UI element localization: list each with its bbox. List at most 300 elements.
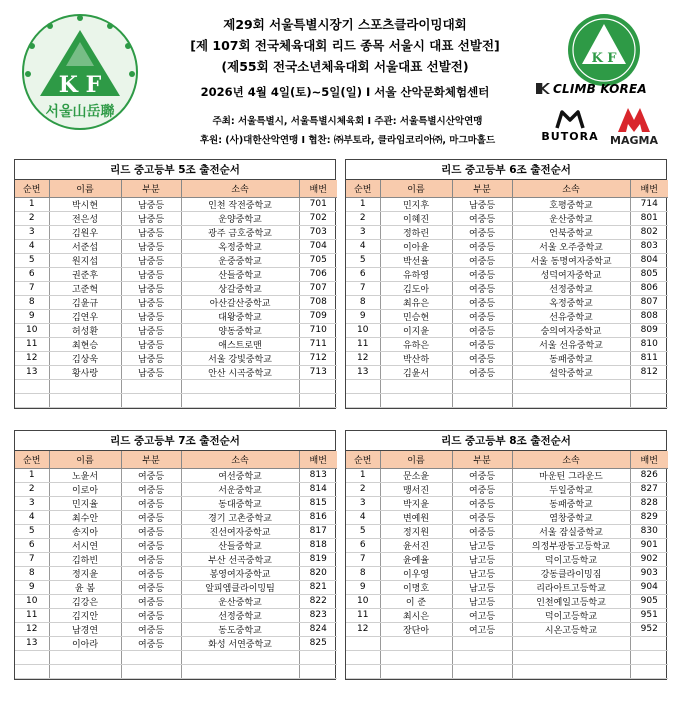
bib-number: 804 <box>630 253 668 267</box>
table-row <box>15 281 337 295</box>
table-row <box>346 253 668 267</box>
division: 남중등 <box>121 295 181 309</box>
affiliation: 운산중학교 <box>512 211 630 225</box>
athlete-name: 최시은 <box>380 608 452 622</box>
order-number <box>346 393 380 407</box>
order-number: 7 <box>15 552 49 566</box>
athlete-name: 김윤규 <box>49 295 121 309</box>
order-number: 5 <box>346 253 380 267</box>
division: 남고등 <box>452 580 512 594</box>
table-row <box>15 365 337 379</box>
athlete-name: 맹서진 <box>380 482 452 496</box>
affiliation: 여선중학교 <box>181 468 299 482</box>
athlete-name <box>380 650 452 664</box>
table-row <box>346 538 668 552</box>
column-header: 배번 <box>299 451 337 468</box>
bib-number: 951 <box>630 608 668 622</box>
order-number: 2 <box>346 211 380 225</box>
table-row <box>15 253 337 267</box>
athlete-name <box>380 636 452 650</box>
division: 여중등 <box>121 496 181 510</box>
column-header: 이름 <box>380 180 452 197</box>
column-header: 배번 <box>630 451 668 468</box>
division: 남중등 <box>452 197 512 211</box>
division: 여중등 <box>452 253 512 267</box>
table-row <box>15 197 337 211</box>
division: 여중등 <box>452 309 512 323</box>
bib-number: 801 <box>630 211 668 225</box>
athlete-name: 김강은 <box>49 594 121 608</box>
affiliation: 마운틴 그라운드 <box>512 468 630 482</box>
division: 여중등 <box>121 622 181 636</box>
affiliation: 강동클라이밍짐 <box>512 566 630 580</box>
bib-number: 903 <box>630 566 668 580</box>
athlete-name: 이명호 <box>380 580 452 594</box>
table-row <box>346 510 668 524</box>
event-titles <box>175 14 515 103</box>
affiliation <box>181 664 299 678</box>
bib-number: 822 <box>299 594 337 608</box>
order-number: 12 <box>15 622 49 636</box>
column-header: 이름 <box>380 451 452 468</box>
division <box>452 393 512 407</box>
division: 남중등 <box>121 211 181 225</box>
table-row <box>346 393 668 407</box>
panel-title: 리드 중고등부 8조 출전순서 <box>346 431 666 451</box>
column-header: 순번 <box>346 451 380 468</box>
affiliation: 아산갈산중학교 <box>181 295 299 309</box>
affiliation: 덕이고등학교 <box>512 608 630 622</box>
bib-number: 803 <box>630 239 668 253</box>
bib-number: 811 <box>630 351 668 365</box>
order-number: 6 <box>346 267 380 281</box>
division: 여중등 <box>121 552 181 566</box>
order-number: 12 <box>346 351 380 365</box>
division <box>452 650 512 664</box>
affiliation: 인천예일고등학교 <box>512 594 630 608</box>
order-number: 4 <box>15 239 49 253</box>
division: 여중등 <box>121 524 181 538</box>
table-row <box>15 650 337 664</box>
order-number: 3 <box>346 496 380 510</box>
affiliation: 대왕중학교 <box>181 309 299 323</box>
athlete-name: 민지율 <box>49 496 121 510</box>
bib-number: 810 <box>630 337 668 351</box>
host-line: 주최: 서울특별시, 서울특별시체육회 I 주관: 서울특별시산악연맹 <box>212 116 483 127</box>
order-number: 11 <box>346 608 380 622</box>
bib-number: 827 <box>630 482 668 496</box>
order-number: 4 <box>346 239 380 253</box>
affiliation: 호평중학교 <box>512 197 630 211</box>
athlete-name <box>49 393 121 407</box>
table-row <box>15 594 337 608</box>
order-number: 1 <box>15 468 49 482</box>
affiliation: 염창중학교 <box>512 510 630 524</box>
table-row <box>346 482 668 496</box>
group-5-panel <box>14 159 336 409</box>
athlete-name: 전은성 <box>49 211 121 225</box>
order-number: 3 <box>346 225 380 239</box>
table-row <box>346 239 668 253</box>
athlete-name: 최유은 <box>380 295 452 309</box>
division <box>452 379 512 393</box>
division <box>121 664 181 678</box>
table-row <box>346 337 668 351</box>
order-number: 8 <box>346 566 380 580</box>
bib-number <box>630 393 668 407</box>
bib-number: 813 <box>299 468 337 482</box>
division: 여중등 <box>452 267 512 281</box>
division: 여중등 <box>121 608 181 622</box>
order-number <box>346 664 380 678</box>
table-row <box>346 552 668 566</box>
bib-number: 821 <box>299 580 337 594</box>
order-number: 1 <box>15 197 49 211</box>
affiliation <box>181 393 299 407</box>
division: 남중등 <box>121 197 181 211</box>
affiliation: 숭의여자중학교 <box>512 323 630 337</box>
division: 여중등 <box>452 496 512 510</box>
table-row <box>15 239 337 253</box>
start-order-table <box>15 180 337 408</box>
division <box>121 379 181 393</box>
table-row <box>346 323 668 337</box>
table-row <box>15 524 337 538</box>
bib-number: 828 <box>630 496 668 510</box>
affiliation: 선정중학교 <box>181 608 299 622</box>
column-header: 순번 <box>346 180 380 197</box>
division: 남중등 <box>121 351 181 365</box>
table-row <box>346 664 668 678</box>
column-header: 이름 <box>49 180 121 197</box>
athlete-name: 윤서진 <box>380 538 452 552</box>
order-number <box>15 393 49 407</box>
athlete-name: 최수안 <box>49 510 121 524</box>
kf-logo-small <box>566 12 642 88</box>
bib-number: 806 <box>630 281 668 295</box>
division: 여중등 <box>121 580 181 594</box>
table-row <box>15 337 337 351</box>
order-number <box>346 636 380 650</box>
order-number: 6 <box>15 267 49 281</box>
order-number: 11 <box>15 608 49 622</box>
bib-number: 705 <box>299 253 337 267</box>
bib-number: 707 <box>299 281 337 295</box>
order-number: 13 <box>15 365 49 379</box>
table-row <box>346 524 668 538</box>
affiliation: 서울 강빛중학교 <box>181 351 299 365</box>
table-row <box>346 580 668 594</box>
table-row <box>15 482 337 496</box>
athlete-name: 박산하 <box>380 351 452 365</box>
affiliation: 알피엠클라이밍팀 <box>181 580 299 594</box>
climb-korea-k-icon <box>536 83 550 94</box>
affiliation: 동도중학교 <box>181 622 299 636</box>
table-row <box>15 351 337 365</box>
table-row <box>346 566 668 580</box>
bib-number: 823 <box>299 608 337 622</box>
affiliation: 서운중학교 <box>181 482 299 496</box>
table-row <box>346 197 668 211</box>
bib-number <box>299 664 337 678</box>
athlete-name: 정지윤 <box>49 566 121 580</box>
start-order-table <box>346 180 668 408</box>
bib-number: 812 <box>630 365 668 379</box>
table-row <box>15 496 337 510</box>
division: 여중등 <box>452 337 512 351</box>
order-number <box>15 379 49 393</box>
division: 여중등 <box>452 323 512 337</box>
table-row <box>15 580 337 594</box>
support-line: 후원: (사)대한산악연맹 I 협찬: ㈜부토라, 클라임코리아㈜, 마그마홀드 <box>199 135 496 146</box>
affiliation: 리라아트고등학교 <box>512 580 630 594</box>
order-number: 7 <box>346 552 380 566</box>
table-row <box>15 225 337 239</box>
division: 여중등 <box>121 510 181 524</box>
bib-number: 825 <box>299 636 337 650</box>
order-number: 12 <box>346 622 380 636</box>
affiliation: 상갈중학교 <box>181 281 299 295</box>
affiliation: 동패중학교 <box>512 496 630 510</box>
athlete-name: 송지아 <box>49 524 121 538</box>
table-row <box>15 468 337 482</box>
athlete-name: 황사랑 <box>49 365 121 379</box>
bib-number: 709 <box>299 309 337 323</box>
affiliation: 산들중학교 <box>181 267 299 281</box>
group-7-panel <box>14 430 336 680</box>
column-header: 소속 <box>181 451 299 468</box>
butora-mark-icon <box>553 108 587 130</box>
affiliation <box>181 650 299 664</box>
table-row <box>346 281 668 295</box>
table-row <box>15 309 337 323</box>
division: 여중등 <box>452 482 512 496</box>
division: 남고등 <box>452 566 512 580</box>
athlete-name: 장단아 <box>380 622 452 636</box>
order-number: 13 <box>15 636 49 650</box>
magma-mark-icon <box>614 104 654 134</box>
bib-number <box>630 650 668 664</box>
division: 여중등 <box>452 468 512 482</box>
table-row <box>15 636 337 650</box>
affiliation: 옥정중학교 <box>512 295 630 309</box>
order-number: 5 <box>346 524 380 538</box>
affiliation: 화성 서연중학교 <box>181 636 299 650</box>
division: 여중등 <box>121 566 181 580</box>
bib-number: 704 <box>299 239 337 253</box>
table-row <box>15 267 337 281</box>
bib-number <box>299 379 337 393</box>
table-row <box>15 295 337 309</box>
order-number: 2 <box>15 482 49 496</box>
division <box>452 664 512 678</box>
division: 남중등 <box>121 309 181 323</box>
affiliation <box>512 664 630 678</box>
division: 여고등 <box>452 622 512 636</box>
athlete-name: 민승현 <box>380 309 452 323</box>
group-8-panel <box>345 430 667 680</box>
table-row <box>346 468 668 482</box>
affiliation: 서울 선유중학교 <box>512 337 630 351</box>
affiliation: 진선여자중학교 <box>181 524 299 538</box>
affiliation: 의정부광동고등학교 <box>512 538 630 552</box>
athlete-name: 윤 봄 <box>49 580 121 594</box>
athlete-name: 서시연 <box>49 538 121 552</box>
order-number: 9 <box>15 309 49 323</box>
athlete-name: 김하빈 <box>49 552 121 566</box>
column-header: 순번 <box>15 451 49 468</box>
small-logo-letters: K F <box>591 51 617 66</box>
bib-number: 905 <box>630 594 668 608</box>
athlete-name: 김연우 <box>49 309 121 323</box>
athlete-name: 윤예율 <box>380 552 452 566</box>
event-title-sub2: (제55회 전국소년체육대회 서울대표 선발전) <box>221 59 469 74</box>
affiliation: 동패중학교 <box>512 351 630 365</box>
group-6-panel <box>345 159 667 409</box>
affiliation: 서울 오주중학교 <box>512 239 630 253</box>
athlete-name: 이우영 <box>380 566 452 580</box>
affiliation: 애스트로맨 <box>181 337 299 351</box>
order-number: 4 <box>346 510 380 524</box>
panel-title: 리드 중고등부 6조 출전순서 <box>346 160 666 180</box>
bib-number <box>299 650 337 664</box>
athlete-name: 이아라 <box>49 636 121 650</box>
order-number: 10 <box>15 323 49 337</box>
order-number: 12 <box>15 351 49 365</box>
affiliation: 인천 작전중학교 <box>181 197 299 211</box>
division: 여중등 <box>452 295 512 309</box>
order-number: 8 <box>15 566 49 580</box>
bib-number: 818 <box>299 538 337 552</box>
division: 여중등 <box>121 594 181 608</box>
order-number: 10 <box>346 594 380 608</box>
bib-number: 713 <box>299 365 337 379</box>
order-number: 11 <box>346 337 380 351</box>
magma-logo <box>604 104 664 147</box>
bib-number: 830 <box>630 524 668 538</box>
order-number <box>15 664 49 678</box>
affiliation: 경기 고촌중학교 <box>181 510 299 524</box>
affiliation: 선유중학교 <box>512 309 630 323</box>
order-number: 1 <box>346 468 380 482</box>
order-number: 6 <box>15 538 49 552</box>
athlete-name: 남경연 <box>49 622 121 636</box>
division: 여중등 <box>121 538 181 552</box>
athlete-name: 문소윤 <box>380 468 452 482</box>
order-number: 9 <box>15 580 49 594</box>
butora-logo <box>540 108 600 143</box>
table-row <box>15 622 337 636</box>
division: 남중등 <box>121 323 181 337</box>
table-row <box>346 225 668 239</box>
affiliation: 서울 잠실중학교 <box>512 524 630 538</box>
column-header: 부분 <box>121 451 181 468</box>
bib-number: 820 <box>299 566 337 580</box>
bib-number: 805 <box>630 267 668 281</box>
order-number: 5 <box>15 524 49 538</box>
table-row <box>15 510 337 524</box>
athlete-name: 변예원 <box>380 510 452 524</box>
bib-number: 826 <box>630 468 668 482</box>
order-number: 8 <box>15 295 49 309</box>
division: 남중등 <box>121 225 181 239</box>
start-order-table <box>15 451 337 679</box>
division: 여중등 <box>452 365 512 379</box>
athlete-name: 정지원 <box>380 524 452 538</box>
division: 여중등 <box>452 281 512 295</box>
division: 여중등 <box>121 482 181 496</box>
start-order-table <box>346 451 668 679</box>
butora-label: BUTORA <box>541 130 599 143</box>
order-number: 8 <box>346 295 380 309</box>
athlete-name: 최현승 <box>49 337 121 351</box>
event-title-sub1: [제 107회 전국체육대회 리드 종목 서울시 대표 선발전] <box>190 38 500 53</box>
division: 남중등 <box>121 281 181 295</box>
table-row <box>346 650 668 664</box>
affiliation: 운중중학교 <box>181 253 299 267</box>
column-header: 소속 <box>181 180 299 197</box>
table-row <box>346 211 668 225</box>
bib-number: 807 <box>630 295 668 309</box>
bib-number: 814 <box>299 482 337 496</box>
affiliation: 서울 동명여자중학교 <box>512 253 630 267</box>
bib-number <box>630 379 668 393</box>
page-header <box>0 0 681 152</box>
bib-number: 901 <box>630 538 668 552</box>
athlete-name: 박시현 <box>49 197 121 211</box>
athlete-name <box>49 379 121 393</box>
bib-number: 703 <box>299 225 337 239</box>
column-header: 이름 <box>49 451 121 468</box>
affiliation <box>512 650 630 664</box>
affiliation <box>512 636 630 650</box>
affiliation: 언북중학교 <box>512 225 630 239</box>
division <box>452 636 512 650</box>
athlete-name: 박지윤 <box>380 496 452 510</box>
athlete-name: 김원우 <box>49 225 121 239</box>
bib-number: 712 <box>299 351 337 365</box>
division: 여중등 <box>452 351 512 365</box>
bib-number: 714 <box>630 197 668 211</box>
column-header: 부분 <box>452 180 512 197</box>
athlete-name: 원지섭 <box>49 253 121 267</box>
bib-number: 809 <box>630 323 668 337</box>
table-row <box>15 323 337 337</box>
order-number: 5 <box>15 253 49 267</box>
athlete-name: 이지윤 <box>380 323 452 337</box>
affiliation <box>512 393 630 407</box>
affiliation: 부산 선곡중학교 <box>181 552 299 566</box>
athlete-name: 이혜진 <box>380 211 452 225</box>
athlete-name: 김상욱 <box>49 351 121 365</box>
table-row <box>346 636 668 650</box>
organizers <box>150 112 545 150</box>
athlete-name: 이로아 <box>49 482 121 496</box>
affiliation: 두일중학교 <box>512 482 630 496</box>
athlete-name: 유하은 <box>380 337 452 351</box>
order-number: 9 <box>346 309 380 323</box>
logo-letters: K F <box>58 72 102 98</box>
division: 여중등 <box>452 225 512 239</box>
bib-number: 710 <box>299 323 337 337</box>
column-header: 배번 <box>299 180 337 197</box>
affiliation: 양동중학교 <box>181 323 299 337</box>
athlete-name: 허성환 <box>49 323 121 337</box>
table-row <box>346 295 668 309</box>
table-row <box>346 365 668 379</box>
bib-number: 819 <box>299 552 337 566</box>
column-header: 소속 <box>512 451 630 468</box>
